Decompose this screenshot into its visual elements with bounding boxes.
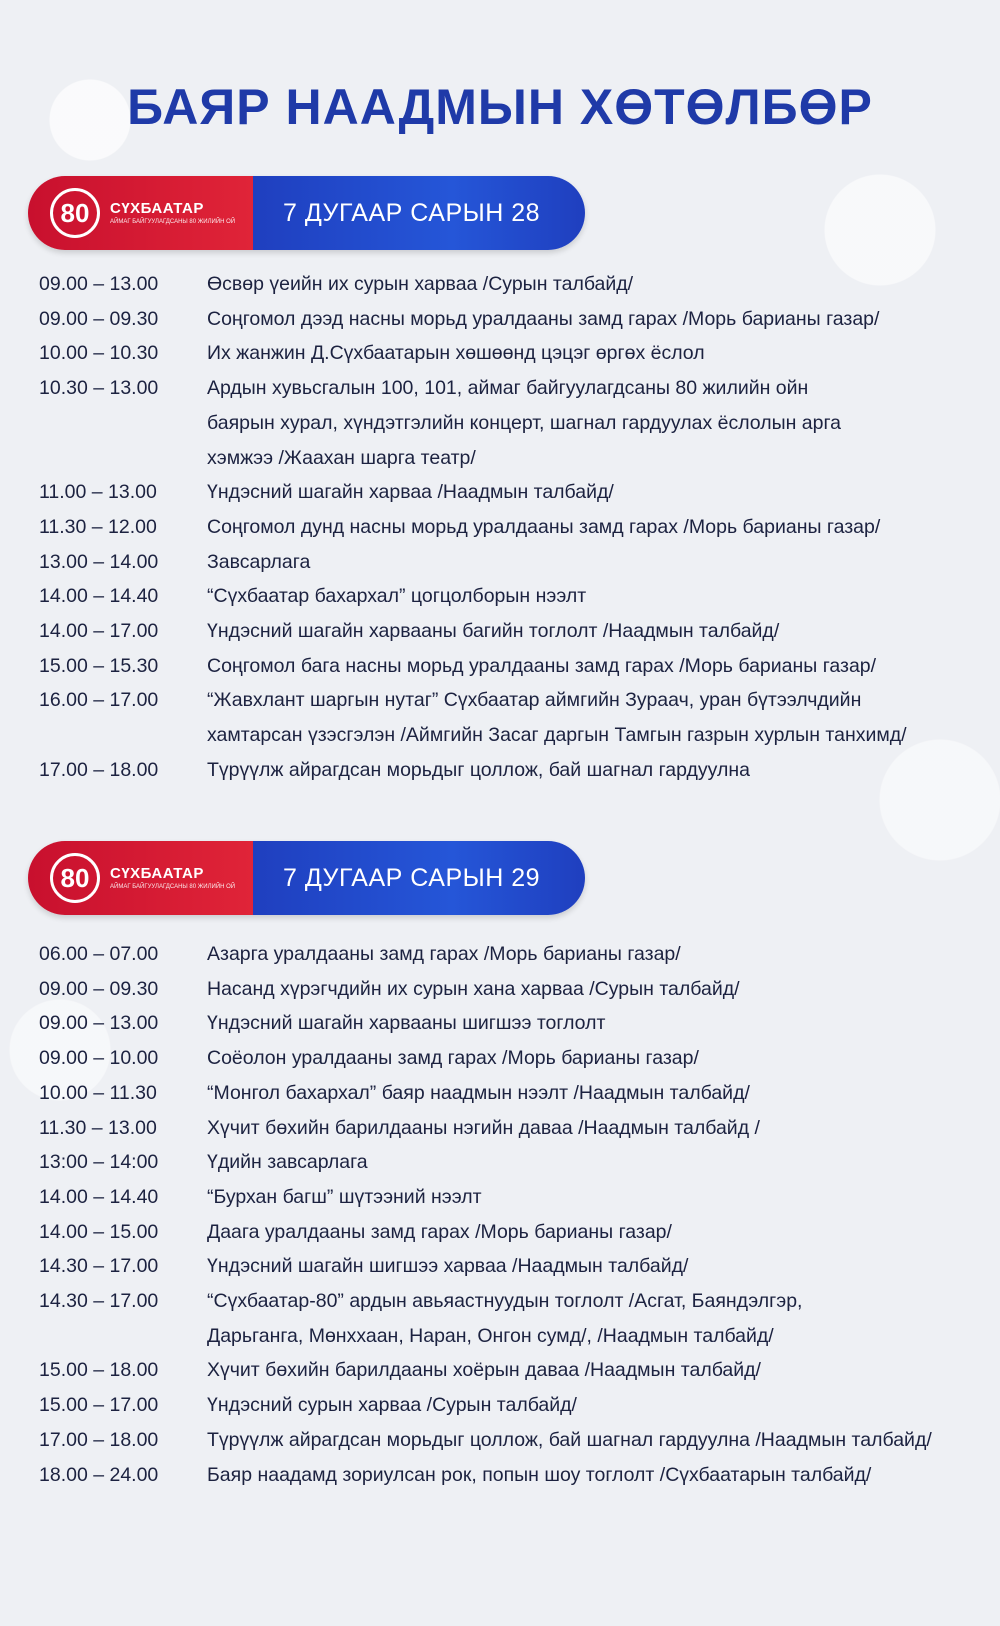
event-line: Азарга уралдааны замд гарах /Морь барианы газар/ bbox=[207, 943, 681, 965]
schedule-day-1 bbox=[39, 267, 989, 788]
schedule-row bbox=[39, 1215, 989, 1250]
event-line: Соңгомол дээд насны морьд уралдааны замд гарах /Морь барианы газар/ bbox=[207, 307, 880, 330]
event-line: “Сүхбаатар бахархал” цогцолборын нээлт bbox=[207, 585, 587, 608]
schedule-time: 14.00 – 17.00 bbox=[39, 620, 159, 643]
schedule-row bbox=[39, 753, 989, 788]
event-line: “Жавхлант шаргын нутаг” Сүхбаатар аймгийн Зураач, уран бүтээлчдийн bbox=[207, 689, 862, 712]
banner-logo bbox=[28, 841, 253, 915]
schedule-row bbox=[39, 1145, 989, 1180]
schedule-time: 11.00 – 13.00 bbox=[39, 481, 157, 504]
logo-subtitle: АЙМАГ БАЙГУУЛАГДСАНЫ 80 ЖИЛИЙН ОЙ bbox=[110, 219, 236, 225]
schedule-event bbox=[207, 1249, 989, 1284]
schedule-event bbox=[207, 972, 989, 1007]
schedule-row bbox=[39, 1180, 989, 1215]
event-line: хамтарсан үзэсгэлэн /Аймгийн Засаг даргын Тамгын газрын хурлын танхимд/ bbox=[207, 724, 907, 747]
logo-name: СҮХБААТАР bbox=[110, 200, 204, 217]
schedule-time: 13:00 – 14:00 bbox=[39, 1151, 159, 1174]
schedule-row bbox=[39, 1423, 989, 1458]
schedule-row bbox=[39, 683, 989, 752]
schedule-day-2 bbox=[39, 937, 989, 1492]
banner-date: 7 ДУГААР САРЫН 29 bbox=[253, 841, 585, 915]
schedule-time: 17.00 – 18.00 bbox=[39, 758, 159, 781]
schedule-event bbox=[207, 649, 989, 684]
schedule-event bbox=[207, 267, 989, 302]
schedule-row bbox=[39, 267, 989, 302]
schedule-time: 14.30 – 17.00 bbox=[39, 1255, 159, 1278]
schedule-time: 14.30 – 17.00 bbox=[39, 1290, 159, 1313]
day-banner-2 bbox=[28, 841, 585, 915]
event-line: баярын хурал, хүндэтгэлийн концерт, шагнал гардуулах ёслолын арга bbox=[207, 411, 842, 434]
schedule-time: 15.00 – 18.00 bbox=[39, 1359, 159, 1382]
schedule-event bbox=[207, 614, 989, 649]
schedule-row bbox=[39, 1458, 989, 1493]
event-line: Ардын хувьсгалын 100, 101, аймаг байгуулагдсаны 80 жилийн ойн bbox=[207, 377, 809, 400]
schedule-row bbox=[39, 1388, 989, 1423]
schedule-row bbox=[39, 302, 989, 337]
schedule-row bbox=[39, 614, 989, 649]
event-line: Үндэсний сурын харваа /Сурын талбайд/ bbox=[207, 1394, 577, 1417]
event-line: Дарьганга, Мөнххаан, Наран, Онгон сумд/, /Наадмын талбайд/ bbox=[207, 1324, 774, 1347]
schedule-time: 13.00 – 14.00 bbox=[39, 550, 159, 573]
logo-subtitle: АЙМАГ БАЙГУУЛАГДСАНЫ 80 ЖИЛИЙН ОЙ bbox=[110, 884, 236, 890]
event-line: Үндэсний шагайн харвааны шигшээ тоглолт bbox=[207, 1012, 606, 1035]
schedule-event bbox=[207, 1006, 989, 1041]
schedule-time: 11.30 – 12.00 bbox=[39, 515, 157, 538]
schedule-event bbox=[207, 475, 989, 510]
schedule-event bbox=[207, 1215, 989, 1250]
schedule-time: 09.00 – 10.00 bbox=[39, 1047, 159, 1070]
schedule-time: 16.00 – 17.00 bbox=[39, 689, 159, 712]
schedule-row bbox=[39, 371, 989, 475]
event-line: Үндэсний шагайн харвааны багийн тоглолт /Наадмын талбайд/ bbox=[207, 620, 780, 643]
schedule-time: 18.00 – 24.00 bbox=[39, 1463, 159, 1486]
schedule-row bbox=[39, 545, 989, 580]
event-line: “Бурхан багш” шүтээний нээлт bbox=[207, 1185, 482, 1208]
schedule-event bbox=[207, 1284, 989, 1353]
schedule-event bbox=[207, 302, 989, 337]
schedule-time: 06.00 – 07.00 bbox=[39, 943, 159, 965]
schedule-row bbox=[39, 649, 989, 684]
schedule-event bbox=[207, 371, 989, 475]
event-line: Насанд хүрэгчдийн их сурын хана харваа /Сурын талбайд/ bbox=[207, 977, 740, 1000]
event-line: “Монгол бахархал” баяр наадмын нээлт /Наадмын талбайд/ bbox=[207, 1081, 750, 1104]
event-line: Түрүүлж айрагдсан морьдыг цоллож, бай шагнал гардуулна bbox=[207, 758, 750, 781]
schedule-time: 10.30 – 13.00 bbox=[39, 377, 159, 400]
logo-80-icon: 80 bbox=[50, 853, 100, 903]
event-line: Үндэсний шагайн шигшээ харваа /Наадмын талбайд/ bbox=[207, 1255, 689, 1278]
schedule-event bbox=[207, 510, 989, 545]
schedule-row bbox=[39, 336, 989, 371]
schedule-time: 14.00 – 15.00 bbox=[39, 1220, 159, 1243]
schedule-time: 15.00 – 15.30 bbox=[39, 654, 159, 677]
schedule-row bbox=[39, 1353, 989, 1388]
logo-80-icon: 80 bbox=[50, 188, 100, 238]
schedule-event bbox=[207, 937, 989, 972]
schedule-row bbox=[39, 1111, 989, 1146]
schedule-row bbox=[39, 1006, 989, 1041]
schedule-time: 09.00 – 13.00 bbox=[39, 1012, 159, 1035]
schedule-event bbox=[207, 1145, 989, 1180]
schedule-time: 14.00 – 14.40 bbox=[39, 585, 159, 608]
event-line: Соңгомол бага насны морьд уралдааны замд гарах /Морь барианы газар/ bbox=[207, 654, 877, 677]
schedule-row bbox=[39, 1041, 989, 1076]
schedule-event bbox=[207, 1353, 989, 1388]
event-line: хэмжээ /Жаахан шарга театр/ bbox=[207, 446, 476, 469]
schedule-row bbox=[39, 579, 989, 614]
banner-logo bbox=[28, 176, 253, 250]
event-line: “Сүхбаатар-80” ардын авьяастнуудын тоглолт /Асгат, Баяндэлгэр, bbox=[207, 1290, 803, 1313]
event-line: Үндэсний шагайн харваа /Наадмын талбайд/ bbox=[207, 481, 614, 504]
schedule-time: 15.00 – 17.00 bbox=[39, 1394, 159, 1417]
schedule-event bbox=[207, 579, 989, 614]
schedule-event bbox=[207, 1388, 989, 1423]
schedule-event bbox=[207, 1180, 989, 1215]
schedule-event bbox=[207, 753, 989, 788]
schedule-row bbox=[39, 1284, 989, 1353]
event-line: Өсвөр үеийн их сурын харваа /Сурын талбайд/ bbox=[207, 273, 634, 295]
event-line: Хүчит бөхийн барилдааны нэгийн даваа /Наадмын талбайд / bbox=[207, 1116, 760, 1139]
event-line: Соёолон уралдааны замд гарах /Морь барианы газар/ bbox=[207, 1047, 699, 1070]
schedule-event bbox=[207, 1041, 989, 1076]
schedule-event bbox=[207, 336, 989, 371]
schedule-event bbox=[207, 683, 989, 752]
schedule-time: 11.30 – 13.00 bbox=[39, 1116, 157, 1139]
schedule-time: 09.00 – 13.00 bbox=[39, 273, 159, 295]
event-line: Хүчит бөхийн барилдааны хоёрын даваа /Наадмын талбайд/ bbox=[207, 1359, 761, 1382]
schedule-time: 10.00 – 11.30 bbox=[39, 1081, 157, 1104]
schedule-event bbox=[207, 1423, 989, 1458]
schedule-time: 14.00 – 14.40 bbox=[39, 1185, 159, 1208]
schedule-event bbox=[207, 545, 989, 580]
banner-date: 7 ДУГААР САРЫН 28 bbox=[253, 176, 585, 250]
logo-name: СҮХБААТАР bbox=[110, 865, 204, 882]
schedule-row bbox=[39, 475, 989, 510]
schedule-time: 10.00 – 10.30 bbox=[39, 342, 159, 365]
event-line: Их жанжин Д.Сүхбаатарын хөшөөнд цэцэг өргөх ёслол bbox=[207, 342, 705, 365]
event-line: Завсарлага bbox=[207, 550, 311, 573]
day-banner-1 bbox=[28, 176, 585, 250]
schedule-row bbox=[39, 1076, 989, 1111]
schedule-event bbox=[207, 1111, 989, 1146]
schedule-row bbox=[39, 510, 989, 545]
event-line: Даага уралдааны замд гарах /Морь барианы газар/ bbox=[207, 1220, 672, 1243]
schedule-event bbox=[207, 1076, 989, 1111]
schedule-row bbox=[39, 972, 989, 1007]
schedule-time: 17.00 – 18.00 bbox=[39, 1428, 159, 1451]
page-title: БАЯР НААДМЫН ХӨТӨЛБӨР bbox=[127, 79, 873, 135]
event-line: Соңгомол дунд насны морьд уралдааны замд гарах /Морь барианы газар/ bbox=[207, 515, 881, 538]
schedule-event bbox=[207, 1458, 989, 1493]
schedule-time: 09.00 – 09.30 bbox=[39, 977, 159, 1000]
schedule-row bbox=[39, 1249, 989, 1284]
schedule-time: 09.00 – 09.30 bbox=[39, 307, 159, 330]
schedule-row bbox=[39, 937, 989, 972]
event-line: Үдийн завсарлага bbox=[207, 1151, 368, 1174]
event-line: Баяр наадамд зориулсан рок, попын шоу тоглолт /Сүхбаатарын талбайд/ bbox=[207, 1463, 872, 1486]
event-line: Түрүүлж айрагдсан морьдыг цоллож, бай шагнал гардуулна /Наадмын талбайд/ bbox=[207, 1428, 932, 1451]
